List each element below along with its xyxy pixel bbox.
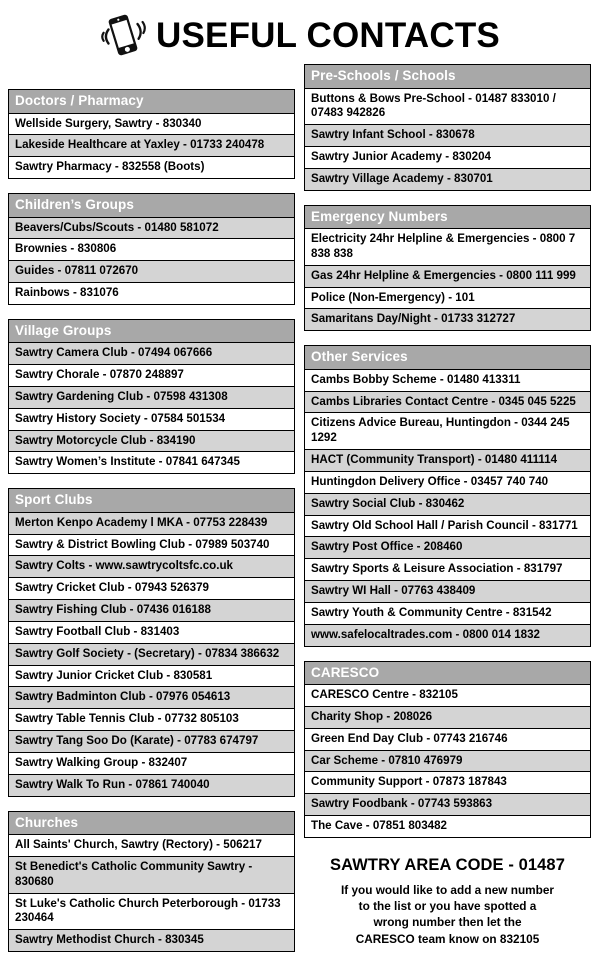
contact-row[interactable]: Sawtry Walking Group - 832407 (9, 753, 294, 775)
contact-row[interactable]: Sawtry Camera Club - 07494 067666 (9, 343, 294, 365)
section-village-groups (8, 319, 295, 474)
section-heading-childrens-groups: Children’s Groups (9, 194, 294, 218)
contact-row[interactable]: Sawtry Walk To Run - 07861 740040 (9, 775, 294, 796)
section-heading-village-groups: Village Groups (9, 320, 294, 344)
section-churches (8, 811, 295, 952)
contact-row[interactable]: Sawtry Tang Soo Do (Karate) - 07783 674797 (9, 731, 294, 753)
contact-row[interactable]: www.safelocaltrades.com - 0800 014 1832 (305, 625, 590, 646)
contact-row[interactable]: Sawtry Sports & Leisure Association - 831797 (305, 559, 590, 581)
contact-row[interactable]: Sawtry Colts - www.sawtrycoltsfc.co.uk (9, 556, 294, 578)
section-emergency-numbers (304, 205, 591, 332)
section-heading-doctors-pharmacy: Doctors / Pharmacy (9, 90, 294, 114)
contact-row[interactable]: Sawtry Infant School - 830678 (305, 125, 590, 147)
contact-row[interactable]: Sawtry Women’s Institute - 07841 647345 (9, 452, 294, 473)
footer-note-lines (314, 882, 581, 947)
footer-note-line: CARESCO team know on 832105 (355, 931, 540, 946)
section-heading-churches: Churches (9, 812, 294, 836)
section-childrens-groups (8, 193, 295, 305)
contact-row[interactable]: St Luke's Catholic Church Peterborough - 01733 230464 (9, 894, 294, 931)
contact-row[interactable]: Community Support - 07873 187843 (305, 772, 590, 794)
page-header (0, 0, 600, 64)
contact-row[interactable]: Sawtry Methodist Church - 830345 (9, 930, 294, 951)
right-sections (304, 64, 591, 838)
contact-row[interactable]: Sawtry Badminton Club - 07976 054613 (9, 687, 294, 709)
section-heading-other-services: Other Services (305, 346, 590, 370)
page-title: USEFUL CONTACTS (156, 15, 500, 55)
contact-row[interactable]: Wellside Surgery, Sawtry - 830340 (9, 114, 294, 136)
contact-row[interactable]: Buttons & Bows Pre-School - 01487 833010 / 07483 942826 (305, 89, 590, 126)
section-doctors-pharmacy (8, 89, 295, 179)
contact-row[interactable]: St Benedict's Catholic Community Sawtry - 830680 (9, 857, 294, 894)
section-other-services (304, 345, 591, 646)
contact-row[interactable]: Sawtry Foodbank - 07743 593863 (305, 794, 590, 816)
contact-row[interactable]: Sawtry Pharmacy - 832558 (Boots) (9, 157, 294, 178)
contact-row[interactable]: Car Scheme - 07810 476979 (305, 751, 590, 773)
footer-note-line: wrong number then let the (373, 915, 522, 930)
contact-row[interactable]: Sawtry Cricket Club - 07943 526379 (9, 578, 294, 600)
contact-row[interactable]: Beavers/Cubs/Scouts - 01480 581072 (9, 218, 294, 240)
footer-note (304, 852, 591, 947)
vibrating-mobile-phone-icon (100, 11, 146, 59)
contact-row[interactable]: Gas 24hr Helpline & Emergencies - 0800 111 999 (305, 266, 590, 288)
section-caresco (304, 661, 591, 838)
contact-row[interactable]: CARESCO Centre - 832105 (305, 685, 590, 707)
contact-row[interactable]: Samaritans Day/Night - 01733 312727 (305, 309, 590, 330)
contact-row[interactable]: Sawtry Football Club - 831403 (9, 622, 294, 644)
contact-row[interactable]: Sawtry History Society - 07584 501534 (9, 409, 294, 431)
contacts-columns (0, 64, 600, 966)
section-heading-sport-clubs: Sport Clubs (9, 489, 294, 513)
right-column (304, 64, 591, 947)
contact-row[interactable]: HACT (Community Transport) - 01480 411114 (305, 450, 590, 472)
contact-row[interactable]: Sawtry Gardening Club - 07598 431308 (9, 387, 294, 409)
contact-row[interactable]: Sawtry & District Bowling Club - 07989 503740 (9, 535, 294, 557)
contact-row[interactable]: Sawtry Junior Academy - 830204 (305, 147, 590, 169)
contact-row[interactable]: Lakeside Healthcare at Yaxley - 01733 240478 (9, 135, 294, 157)
contact-row[interactable]: Sawtry Golf Society - (Secretary) - 07834 386632 (9, 644, 294, 666)
contact-row[interactable]: Green End Day Club - 07743 216746 (305, 729, 590, 751)
contact-row[interactable]: Sawtry Post Office - 208460 (305, 537, 590, 559)
section-sport-clubs (8, 488, 295, 796)
contact-row[interactable]: The Cave - 07851 803482 (305, 816, 590, 837)
area-code-line: SAWTRY AREA CODE - 01487 (330, 855, 565, 874)
contact-row[interactable]: Merton Kenpo Academy l MKA - 07753 228439 (9, 513, 294, 535)
section-heading-emergency-numbers: Emergency Numbers (305, 206, 590, 230)
contact-row[interactable]: Police (Non-Emergency) - 101 (305, 288, 590, 310)
left-column (8, 64, 295, 966)
contact-row[interactable]: Rainbows - 831076 (9, 283, 294, 304)
contact-row[interactable]: Sawtry Table Tennis Club - 07732 805103 (9, 709, 294, 731)
contact-row[interactable]: Brownies - 830806 (9, 239, 294, 261)
contact-row[interactable]: Sawtry Village Academy - 830701 (305, 169, 590, 190)
contact-row[interactable]: Sawtry Youth & Community Centre - 831542 (305, 603, 590, 625)
contact-row[interactable]: Huntingdon Delivery Office - 03457 740 740 (305, 472, 590, 494)
footer-note-line: If you would like to add a new number (340, 882, 555, 897)
section-heading-caresco: CARESCO (305, 662, 590, 686)
contact-row[interactable]: Sawtry Fishing Club - 07436 016188 (9, 600, 294, 622)
contact-row[interactable]: Sawtry Old School Hall / Parish Council - 831771 (305, 516, 590, 538)
contact-row[interactable]: Sawtry Motorcycle Club - 834190 (9, 431, 294, 453)
contact-row[interactable]: Sawtry Junior Cricket Club - 830581 (9, 666, 294, 688)
contact-row[interactable]: Citizens Advice Bureau, Huntingdon - 0344 245 1292 (305, 413, 590, 450)
contact-row[interactable]: Sawtry Social Club - 830462 (305, 494, 590, 516)
contact-row[interactable]: Electricity 24hr Helpline & Emergencies - 0800 7 838 838 (305, 229, 590, 266)
section-pre-schools-schools (304, 64, 591, 191)
contact-row[interactable]: All Saints' Church, Sawtry (Rectory) - 506217 (9, 835, 294, 857)
contact-row[interactable]: Charity Shop - 208026 (305, 707, 590, 729)
contact-row[interactable]: Guides - 07811 072670 (9, 261, 294, 283)
contact-row[interactable]: Cambs Libraries Contact Centre - 0345 045 5225 (305, 392, 590, 414)
contact-row[interactable]: Sawtry Chorale - 07870 248897 (9, 365, 294, 387)
footer-note-line: to the list or you have spotted a (358, 898, 537, 913)
contact-row[interactable]: Sawtry WI Hall - 07763 438409 (305, 581, 590, 603)
contact-row[interactable]: Cambs Bobby Scheme - 01480 413311 (305, 370, 590, 392)
section-heading-pre-schools-schools: Pre-Schools / Schools (305, 65, 590, 89)
